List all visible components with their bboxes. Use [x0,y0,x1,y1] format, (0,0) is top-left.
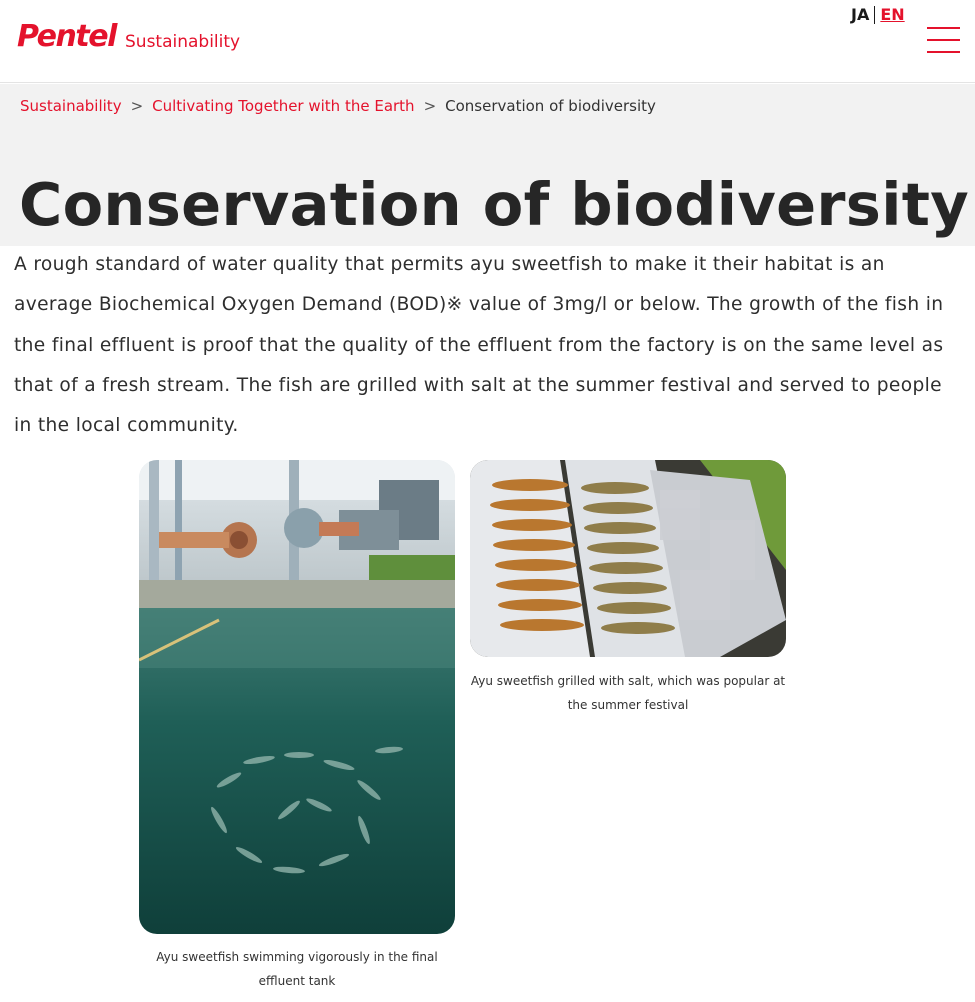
site-title-link[interactable]: Sustainability [125,32,241,52]
lang-divider [874,6,875,24]
lang-ja-link[interactable]: JA [851,5,870,24]
site-header [0,0,975,83]
menu-bar [927,51,960,53]
hamburger-menu-icon[interactable] [927,27,960,53]
photo-grilled-fish [470,460,786,657]
body-paragraph: A rough standard of water quality that permits ayu sweetfish to make it their habitat is an average Biochemical Oxygen Demand (BOD)※ value of 3mg/l or below. The growth of the fish in the final effluent is proof that the quality of the effluent from the factory is on the same level as that of a fresh stream. The fish are grilled with salt at the summer festival and served to people in the local community. [14,254,944,437]
menu-bar [927,39,960,41]
photo-caption-grilled: Ayu sweetfish grilled with salt, which was popular at the summer festival [470,674,786,712]
breadcrumb-item-current: Conservation of biodiversity [445,97,656,115]
breadcrumb [20,96,656,116]
menu-bar [927,27,960,29]
photo-effluent-tank [139,460,455,934]
photo-caption-effluent: Ayu sweetfish swimming vigorously in the final effluent tank [156,950,438,988]
language-switcher [851,5,905,25]
page-hero [0,84,975,246]
pentel-logo[interactable]: Pentel [17,19,116,54]
breadcrumb-separator: > [423,97,437,115]
lang-en-link[interactable]: EN [880,5,905,24]
page-title: Conservation of biodiversity [19,170,970,239]
breadcrumb-separator: > [130,97,144,115]
breadcrumb-item-cultivating[interactable]: Cultivating Together with the Earth [152,97,415,115]
breadcrumb-item-sustainability[interactable]: Sustainability [20,97,122,115]
